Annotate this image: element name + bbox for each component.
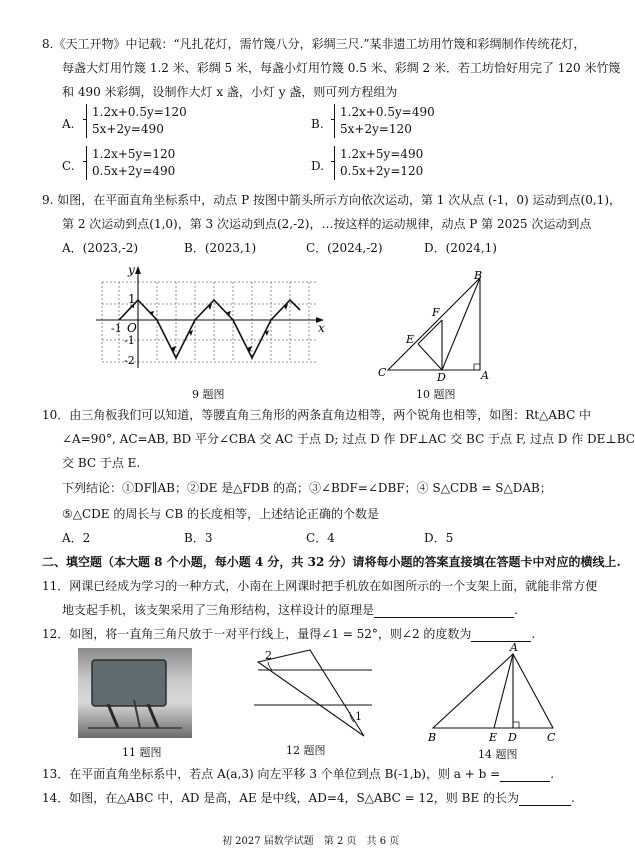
fig12-caption: 12 题图 [286, 744, 326, 757]
fig12-angle-1-label: 1 [355, 710, 362, 723]
q10-line5: ⑤△CDE 的周长与 CB 的长度相等，上述结论正确的个数是 [62, 507, 379, 521]
q9-line1: 9. 如图，在平面直角坐标系中，动点 P 按图中箭头所示方向依次运动，第 1 次从点 (-1，0) 运动到点(0,1)， [42, 193, 621, 207]
fig14-label-b: B [428, 731, 437, 744]
q10-line3: 交 BC 于点 E. [62, 456, 141, 470]
fig9-tick-y1: 1 [128, 292, 136, 306]
fig11-caption: 11 题图 [122, 746, 162, 759]
fig9-x-axis-label: x [318, 321, 325, 335]
q8-line2: 每盏大灯用竹篾 1.2 米、彩绸 5 米，每盏小灯用竹篾 0.5 米、彩绸 2 米．若工坊恰好用完了 120 米竹篾 [62, 61, 621, 75]
fig9-origin-label: O [127, 321, 137, 335]
q10-option-b: B．3 [184, 531, 213, 545]
fig9-caption: 9 题图 [192, 388, 225, 401]
q10-option-a: A．2 [62, 531, 91, 545]
q11-line2: 地支起手机，该支架采用了三角形结构，这样设计的原理是 . [62, 603, 518, 617]
q10-line1: 10．由三角板我们可以知道，等腰直角三角形的两条直角边相等，两个锐角也相等，如图：Rt△ABC 中 [42, 408, 592, 422]
q8-option-a-eq1: 1.2x+0.5y=120 [92, 105, 187, 119]
fig9-y-axis-label: y [128, 263, 135, 277]
q8-option-d-eq2: 0.5x+2y=120 [340, 164, 424, 178]
q9-option-b: B．(2023,1) [184, 241, 257, 255]
fig9-tick-xneg1: -1 [111, 322, 122, 335]
fig14-caption: 14 题图 [478, 748, 518, 761]
q8-option-c-eq2: 0.5x+2y=490 [92, 164, 176, 178]
q10-line2: ∠A=90°, AC=AB, BD 平分∠CBA 交 AC 于点 D; 过点 D 作 DF⊥AC 交 BC 于点 F, 过点 D 作 DE⊥BC [62, 432, 635, 446]
page-footer: 初 2027 届数学试题 第 2 页 共 6 页 [222, 836, 400, 847]
q8-option-c-label: C. [62, 159, 75, 173]
q13-text: 13．在平面直角坐标系中，若点 A(a,3) 向左平移 3 个单位到点 B(-1,b)，则 a + b = [42, 767, 501, 781]
fig10-label-c: C [378, 366, 387, 379]
q9-option-a: A．(2023,-2) [62, 241, 139, 255]
q11-line1: 11．网课已经成为学习的一种方式，小南在上网课时把手机放在如图所示的一个支架上面，就能非常方便 [42, 579, 598, 593]
q8-option-c-eq1: 1.2x+5y=120 [92, 147, 176, 161]
q14-answer-blank [519, 793, 571, 806]
fig9-tick-yneg2: -2 [124, 354, 135, 367]
q8-line3: 和 490 米彩绸，设制作大灯 x 盏，小灯 y 盏，则可列方程组为 [62, 85, 398, 99]
q10-option-d: D．5 [424, 531, 454, 545]
fig14-label-e: E [489, 731, 498, 744]
q8-option-b-eq2: 5x+2y=120 [340, 122, 412, 136]
q13-answer-blank [500, 769, 550, 782]
q8-option-d-eq1: 1.2x+5y=490 [340, 147, 424, 161]
q12-line: 12．如图，将一直角三角尺放于一对平行线上，量得∠1 = 52°，则∠2 的度数为 . [42, 627, 536, 641]
q8-option-b-label: B. [311, 117, 324, 131]
q13-line: 13．在平面直角坐标系中，若点 A(a,3) 向左平移 3 个单位到点 B(-1,b)，则 a + b = . [42, 767, 555, 781]
fig10-label-e: E [406, 333, 415, 346]
q8-line1: 8.《天工开物》中记载：“凡扎花灯，需竹篾八分，彩绸三尺.”某非遗工坊用竹篾和彩绸制作传统花灯， [42, 37, 586, 51]
q9-line2: 第 2 次运动到点(1,0)，第 3 次运动到点(2,-2)，…按这样的运动规律，动点 P 第 2025 次运动到点 [62, 217, 592, 231]
section-2-heading: 二、填空题（本大题 8 个小题，每小题 4 分，共 32 分）请将每小题的答案直接填在答题卡中对应的横线上. [42, 555, 621, 569]
q9-option-d: D．(2024,1) [424, 241, 497, 255]
q8-option-d-label: D. [311, 159, 325, 173]
q8-option-b-eq1: 1.2x+0.5y=490 [340, 105, 435, 119]
fig10-label-a: A [481, 369, 489, 382]
q11-line2-text: 地支起手机，该支架采用了三角形结构，这样设计的原理是 [62, 603, 375, 617]
q12-text: 12．如图，将一直角三角尺放于一对平行线上，量得∠1 = 52°，则∠2 的度数为 [42, 627, 472, 641]
fig14-label-c: C [547, 731, 556, 744]
q10-option-c: C．4 [306, 531, 335, 545]
fig10-label-f: F [432, 306, 440, 319]
fig9-tick-yneg1: -1 [124, 334, 135, 347]
q8-option-a-eq2: 5x+2y=490 [92, 122, 164, 136]
q10-line4: 下列结论：①DF∥AB；②DE 是△FDB 的高；③∠BDF=∠DBF；④ S△CDB = S△DAB； [62, 481, 552, 495]
fig10-label-d: D [437, 371, 446, 384]
q9-option-c: C．(2024,-2) [306, 241, 383, 255]
fig10-caption: 10 题图 [416, 388, 456, 401]
q8-option-a-label: A. [62, 117, 75, 131]
fig10-label-b: B [474, 269, 483, 282]
q14-text: 14．如图，在△ABC 中，AD 是高，AE 是中线，AD=4，S△ABC = 12，则 BE 的长为 [42, 791, 520, 805]
fig14-label-d: D [508, 731, 517, 744]
fig12-angle-2-label: 2 [265, 649, 272, 662]
fig14-label-a: A [510, 641, 518, 654]
q14-line: 14．如图，在△ABC 中，AD 是高，AE 是中线，AD=4，S△ABC = 12，则 BE 的长为 . [42, 791, 575, 805]
